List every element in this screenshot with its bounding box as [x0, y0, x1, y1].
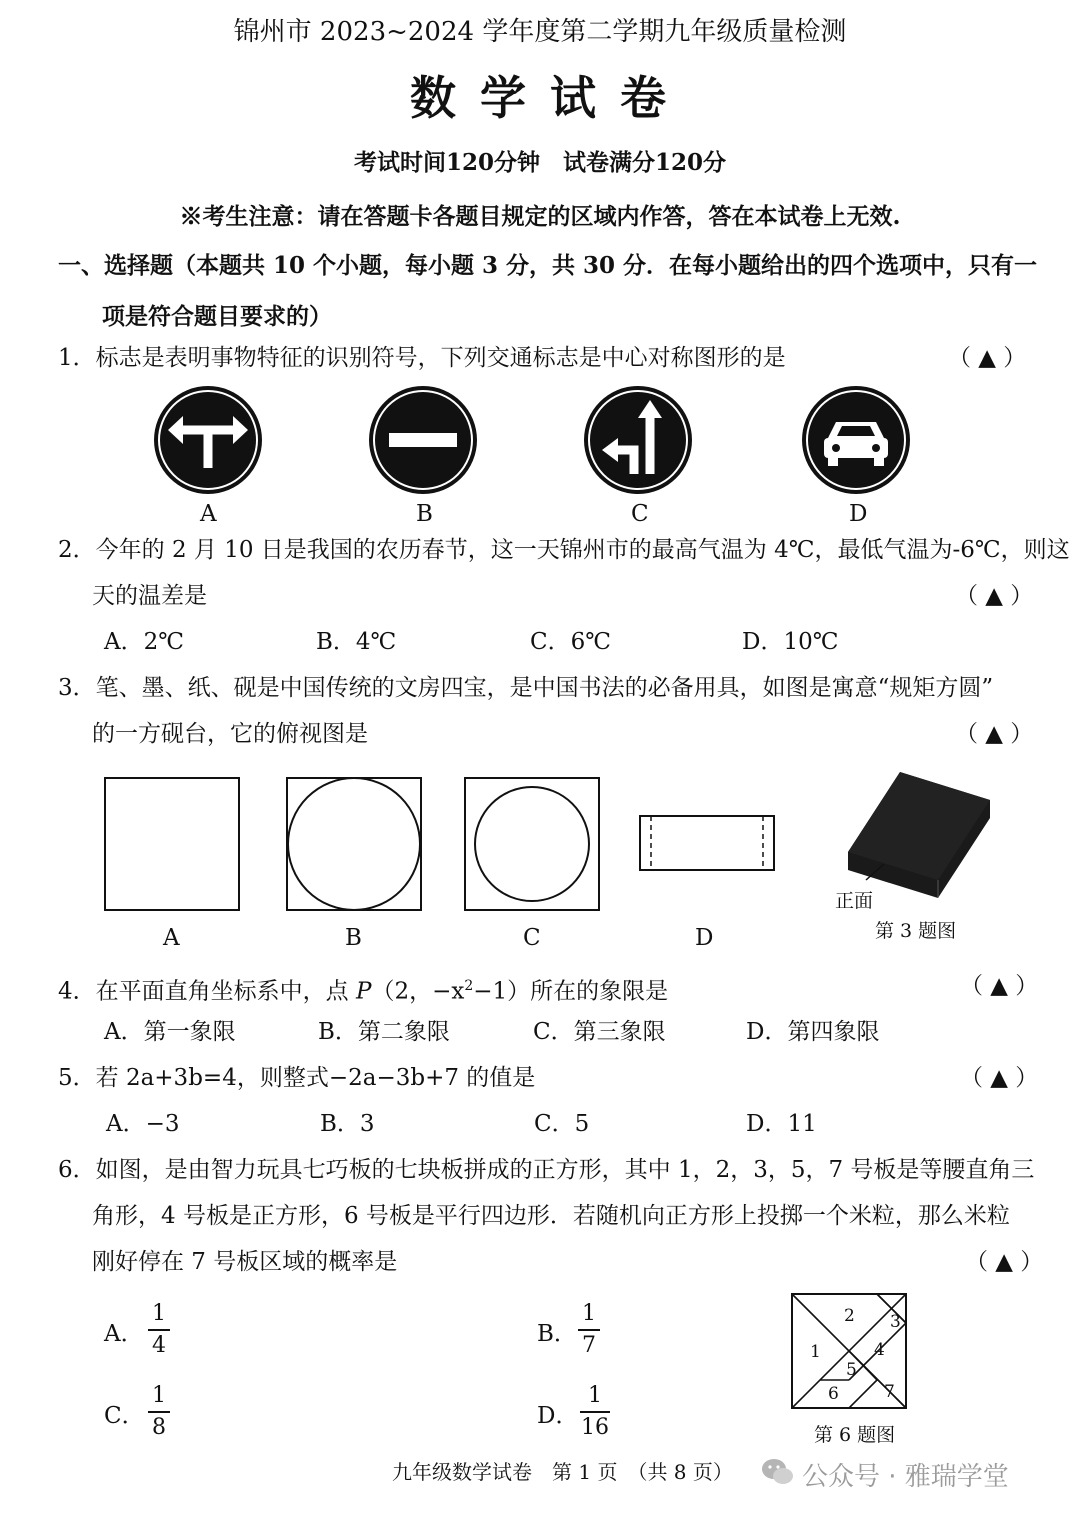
answer-mark: （ ▲ ） [965, 1249, 1044, 1275]
q4-text-before: 4．在平面直角坐标系中，点 [58, 978, 356, 1005]
q6-option-b-fraction [578, 1302, 600, 1358]
q6-option-a-fraction [148, 1302, 170, 1358]
q6-option-b-letter: B． [537, 1321, 577, 1347]
no-entry-sign-icon [369, 386, 477, 494]
q4-exponent: 2 [464, 978, 474, 994]
view-b-square-inscribed-circle [287, 778, 421, 910]
view-c-square-inner-circle [465, 778, 599, 910]
view-a-square [105, 778, 239, 910]
question-1-signs [0, 380, 1080, 510]
tangram-label-3: 3 [890, 1312, 901, 1332]
motor-vehicle-sign-icon [802, 386, 910, 494]
q6-option-c-fraction [148, 1384, 170, 1440]
question-2-line2: 天的温差是 [92, 583, 207, 609]
exam-notice: ※考生注意：请在答题卡各题目规定的区域内作答，答在本试卷上无效. [179, 203, 901, 230]
numerator: 1 [152, 1383, 166, 1408]
wechat-icon [760, 1456, 796, 1488]
q4-coord-end: −1）所在的象限是 [473, 978, 669, 1005]
q5-option-a: A．−3 [106, 1111, 180, 1137]
exam-title: 锦州市 2023~2024 学年度第二学期九年级质量检测 [233, 17, 847, 47]
numerator: 1 [588, 1383, 602, 1408]
subject-title: 数 学 试 卷 [409, 71, 671, 125]
figure-3-caption: 第 3 题图 [875, 920, 957, 942]
q4-option-d: D．第四象限 [746, 1019, 880, 1045]
answer-mark: （ ▲ ） [948, 345, 1027, 371]
left-right-turn-sign-icon [154, 386, 262, 494]
view-d-rectangle-dashed [640, 816, 774, 870]
denominator: 4 [152, 1333, 166, 1358]
q5-option-d: D．11 [746, 1111, 817, 1137]
q3-option-d: D [695, 925, 714, 951]
tangram-label-2: 2 [844, 1306, 855, 1326]
q6-option-d-letter: D． [537, 1403, 579, 1429]
tangram-label-4: 4 [874, 1340, 885, 1360]
page-footer: 九年级数学试卷 第 1 页 （共 8 页） [392, 1460, 733, 1484]
answer-mark: （ ▲ ） [960, 1065, 1039, 1091]
question-4-text [58, 972, 668, 1006]
tangram-label-7: 7 [884, 1382, 895, 1402]
q2-option-d: D．10℃ [742, 629, 839, 655]
q2-option-b: B．4℃ [316, 629, 397, 655]
exam-info: 考试时间120分钟 试卷满分120分 [353, 149, 727, 176]
watermark: 公众号 · 雅瑞学堂 [802, 1462, 1009, 1492]
question-1-text: 1．标志是表明事物特征的识别符号，下列交通标志是中心对称图形的是 [58, 345, 786, 371]
numerator: 1 [152, 1301, 166, 1326]
tangram-label-6: 6 [828, 1384, 839, 1404]
question-3-line1: 3．笔、墨、纸、砚是中国传统的文房四宝，是中国书法的必备用具，如图是寓意“规矩方圆” [58, 675, 994, 701]
denominator: 7 [582, 1333, 596, 1358]
q2-option-c: C．6℃ [530, 629, 611, 655]
q1-option-a: A [200, 501, 217, 527]
q3-option-b: B [345, 925, 362, 951]
question-2-line1: 2．今年的 2 月 10 日是我国的农历春节，这一天锦州市的最高气温为 4℃，最低气温为-6℃，则这 [58, 537, 1070, 563]
section-heading-line1: 一、选择题（本题共 10 个小题，每小题 3 分，共 30 分．在每小题给出的四个选项中，只有一 [58, 252, 1038, 279]
q2-option-a: A．2℃ [104, 629, 184, 655]
q5-option-c: C．5 [534, 1111, 590, 1137]
question-3-views [0, 770, 1080, 920]
question-6-line1: 6．如图，是由智力玩具七巧板的七块板拼成的正方形，其中 1，2，3，5，7 号板是等腰直角三 [58, 1157, 1035, 1183]
numerator: 1 [582, 1301, 596, 1326]
tangram-label-5: 5 [846, 1360, 857, 1380]
inkstone-3d-figure [848, 772, 990, 898]
q5-option-b: B．3 [320, 1111, 375, 1137]
denominator: 16 [581, 1415, 609, 1440]
q1-option-d: D [849, 501, 868, 527]
q6-option-d-fraction [580, 1384, 610, 1440]
denominator: 8 [152, 1415, 166, 1440]
q4-option-b: B．第二象限 [318, 1019, 450, 1045]
q3-option-c: C [523, 925, 541, 951]
q1-option-c: C [631, 501, 649, 527]
straight-or-left-sign-icon [584, 386, 692, 494]
answer-mark: （ ▲ ） [960, 973, 1039, 999]
figure-6-caption: 第 6 题图 [814, 1424, 896, 1446]
q6-option-a-letter: A． [104, 1321, 144, 1347]
question-3-line2: 的一方砚台，它的俯视图是 [92, 721, 368, 747]
front-label: 正面 [835, 890, 874, 912]
q1-option-b: B [416, 501, 433, 527]
q4-coord-start: （2，−x [371, 978, 465, 1005]
q6-option-c-letter: C． [104, 1403, 145, 1429]
tangram-label-1: 1 [810, 1342, 821, 1362]
q4-point: P [355, 978, 372, 1005]
q3-option-a: A [163, 925, 180, 951]
answer-mark: （ ▲ ） [955, 721, 1034, 747]
question-6-line2: 角形，4 号板是正方形，6 号板是平行四边形．若随机向正方形上投掷一个米粒，那么米粒 [92, 1203, 1010, 1229]
question-6-line3: 刚好停在 7 号板区域的概率是 [92, 1249, 398, 1275]
question-5-text: 5．若 2a+3b=4，则整式−2a−3b+7 的值是 [58, 1065, 536, 1091]
q4-option-c: C．第三象限 [533, 1019, 666, 1045]
section-heading-line2: 项是符合题目要求的） [102, 303, 332, 330]
q4-option-a: A．第一象限 [104, 1019, 236, 1045]
answer-mark: （ ▲ ） [955, 583, 1034, 609]
